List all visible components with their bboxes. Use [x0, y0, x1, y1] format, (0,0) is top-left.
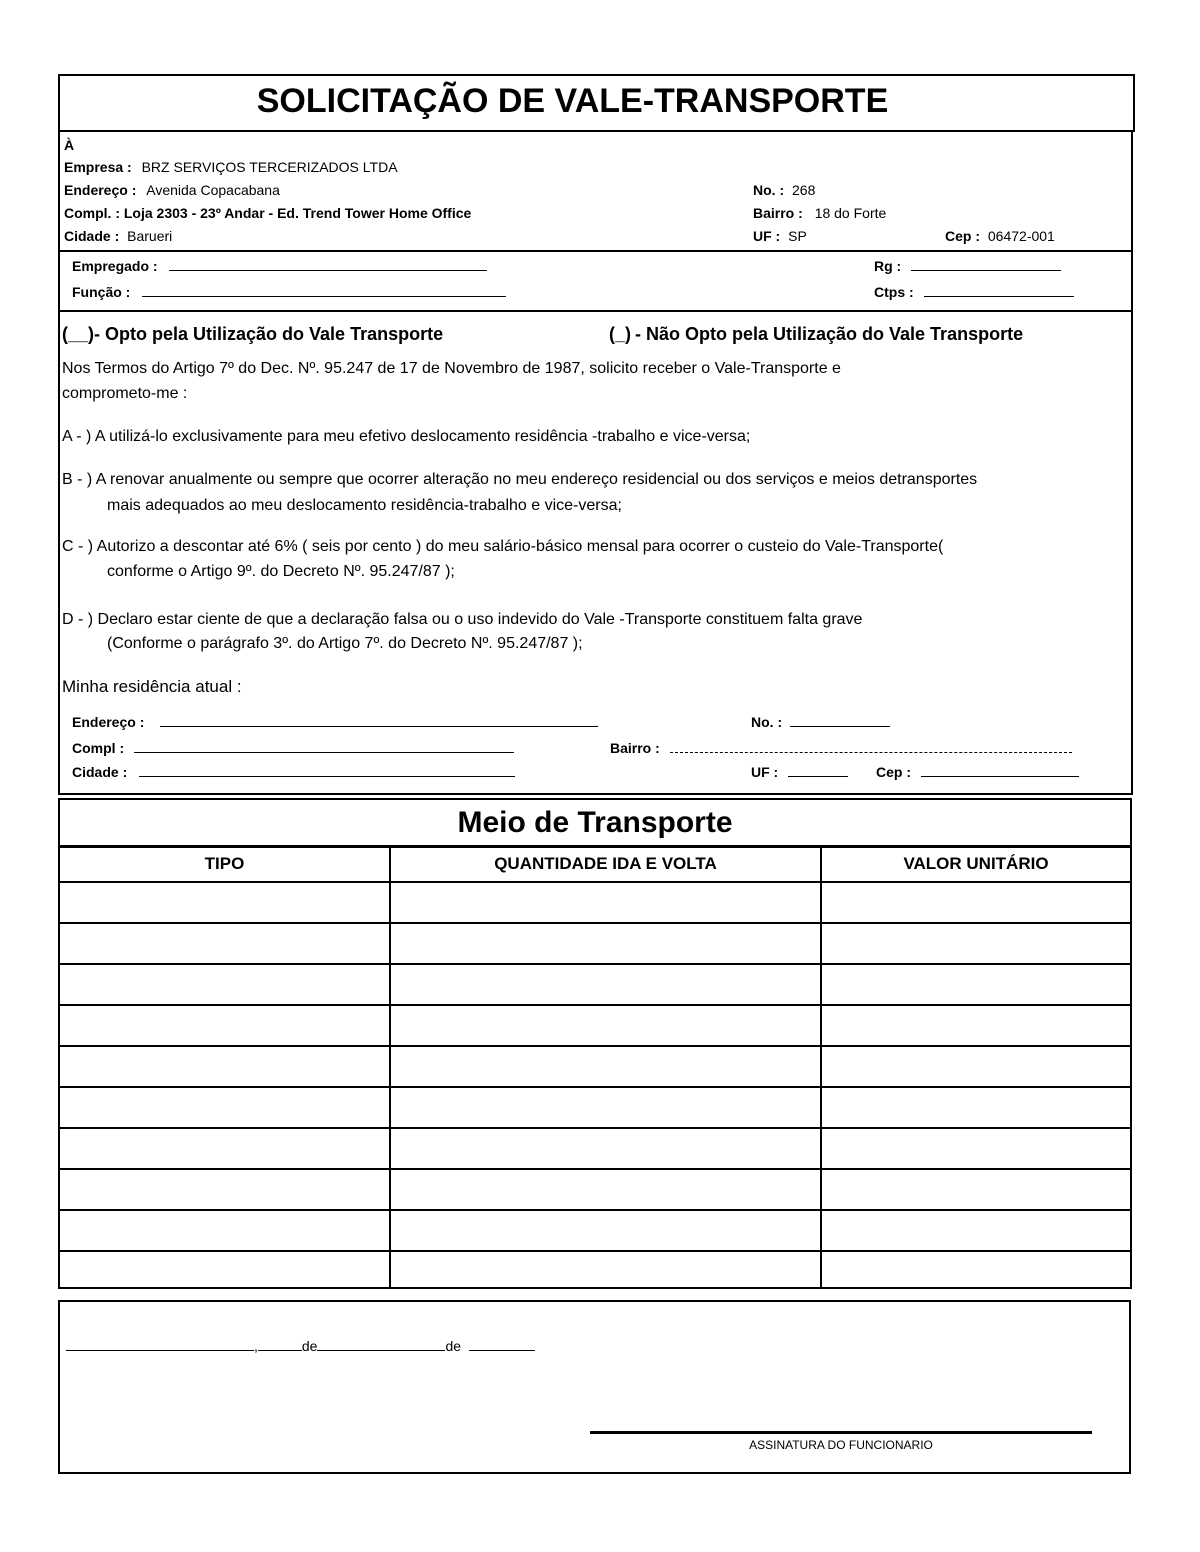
- residence-bairro-row: [610, 740, 1072, 756]
- tipo-cell[interactable]: [59, 1169, 390, 1210]
- tipo-cell[interactable]: [59, 1087, 390, 1128]
- tipo-cell[interactable]: [59, 1210, 390, 1251]
- empregado-input[interactable]: [169, 258, 487, 271]
- date-day-input[interactable]: [258, 1338, 302, 1351]
- quantidade-cell[interactable]: [390, 1169, 821, 1210]
- residence-cep-input[interactable]: [921, 764, 1079, 777]
- table-row: [59, 1005, 1131, 1046]
- empresa-label: Empresa :: [64, 159, 132, 175]
- tipo-cell[interactable]: [59, 1005, 390, 1046]
- funcao-input[interactable]: [142, 284, 506, 297]
- company-numero-label: No. :: [753, 182, 785, 198]
- residence-compl-input[interactable]: [134, 740, 514, 753]
- company-empresa: [64, 159, 398, 175]
- table-row: [59, 1046, 1131, 1087]
- quantidade-cell[interactable]: [390, 964, 821, 1005]
- residence-compl-label: Compl :: [72, 740, 125, 756]
- term-c-line-2: conforme o Artigo 9º. do Decreto Nº. 95.247/87 );: [107, 563, 455, 580]
- valor-cell[interactable]: [821, 1046, 1131, 1087]
- empregado-row: [72, 258, 487, 274]
- company-cidade-label: Cidade :: [64, 228, 120, 244]
- valor-cell[interactable]: [821, 1087, 1131, 1128]
- quantidade-cell[interactable]: [390, 1046, 821, 1087]
- valor-cell[interactable]: [821, 964, 1131, 1005]
- column-header-valor: VALOR UNITÁRIO: [821, 846, 1131, 882]
- terms-intro-line-2: comprometo-me :: [62, 385, 188, 402]
- table-row: [59, 923, 1131, 964]
- company-compl: Compl. : Loja 2303 - 23º Andar - Ed. Trend Tower Home Office: [64, 205, 472, 221]
- residence-cidade-row: [72, 764, 515, 780]
- company-cep-label: Cep :: [945, 228, 980, 244]
- residence-uf-input[interactable]: [788, 764, 848, 777]
- quantidade-cell[interactable]: [390, 882, 821, 923]
- company-uf: [753, 228, 807, 244]
- terms-intro-line-1: Nos Termos do Artigo 7º do Dec. Nº. 95.247 de 17 de Novembro de 1987, solicito receber o Vale-Transporte e: [62, 360, 841, 377]
- table-row: [59, 882, 1131, 923]
- term-b-line-1: B - ) A renovar anualmente ou sempre que ocorrer alteração no meu endereço residencial ou dos serviços e meios detransportes: [62, 471, 978, 488]
- date-de-2: de: [445, 1338, 462, 1354]
- residence-endereco-row: [72, 714, 598, 730]
- quantidade-cell[interactable]: [390, 1005, 821, 1046]
- quantidade-cell[interactable]: [390, 1251, 821, 1288]
- recipient-label: À: [64, 137, 75, 153]
- valor-cell[interactable]: [821, 1005, 1131, 1046]
- company-endereco-label: Endereço :: [64, 182, 137, 198]
- quantidade-cell[interactable]: [390, 1087, 821, 1128]
- company-uf-label: UF :: [753, 228, 781, 244]
- residence-cidade-input[interactable]: [139, 764, 515, 777]
- date-month-input[interactable]: [317, 1338, 445, 1351]
- term-a: A - ) A utilizá-lo exclusivamente para meu efetivo deslocamento residência -trabalho e vice-versa;: [62, 428, 751, 445]
- table-row: [59, 1251, 1131, 1288]
- ctps-input[interactable]: [924, 284, 1074, 297]
- tipo-cell[interactable]: [59, 923, 390, 964]
- residence-numero-input[interactable]: [790, 714, 890, 727]
- funcao-label: Função :: [72, 284, 131, 300]
- company-cidade: [64, 228, 172, 244]
- column-header-tipo: TIPO: [59, 846, 390, 882]
- company-endereco: [64, 182, 280, 198]
- residence-uf-label: UF :: [751, 764, 779, 780]
- signature-line[interactable]: [590, 1431, 1092, 1434]
- opt-out-text: - Não Opto pela Utilização do Vale Transporte: [635, 324, 1024, 344]
- valor-cell[interactable]: [821, 1169, 1131, 1210]
- opt-in-checkbox[interactable]: (__): [62, 324, 95, 344]
- term-b-line-2: mais adequados ao meu deslocamento residência-trabalho e vice-versa;: [107, 497, 622, 514]
- tipo-cell[interactable]: [59, 882, 390, 923]
- company-endereco-value: Avenida Copacabana: [146, 182, 280, 198]
- term-d-line-2: (Conforme o parágrafo 3º. do Artigo 7º. do Decreto Nº. 95.247/87 );: [107, 635, 583, 652]
- company-numero: [753, 182, 815, 198]
- residence-compl-row: [72, 740, 514, 756]
- signature-caption: ASSINATURA DO FUNCIONARIO: [749, 1438, 933, 1452]
- quantidade-cell[interactable]: [390, 923, 821, 964]
- residence-cep-row: [876, 764, 1079, 780]
- table-row: [59, 1128, 1131, 1169]
- column-header-quantidade: QUANTIDADE IDA E VOLTA: [390, 846, 821, 882]
- residence-numero-row: [751, 714, 890, 730]
- rg-label: Rg :: [874, 258, 902, 274]
- tipo-cell[interactable]: [59, 1128, 390, 1169]
- residence-bairro-label: Bairro :: [610, 740, 660, 756]
- table-row: [59, 1210, 1131, 1251]
- term-c-line-1: C - ) Autorizo a descontar até 6% ( seis por cento ) do meu salário-básico mensal para ocorrer o custeio do Vale-Transporte(: [62, 538, 944, 555]
- residence-cidade-label: Cidade :: [72, 764, 128, 780]
- funcao-row: [72, 284, 506, 300]
- company-bairro-label: Bairro :: [753, 205, 803, 221]
- residence-heading: Minha residência atual :: [62, 677, 242, 696]
- table-row: [59, 964, 1131, 1005]
- opt-out-checkbox[interactable]: (_): [609, 324, 631, 344]
- quantidade-cell[interactable]: [390, 1128, 821, 1169]
- form-title: SOLICITAÇÃO DE VALE-TRANSPORTE: [256, 82, 889, 120]
- empresa-value: BRZ SERVIÇOS TERCERIZADOS LTDA: [141, 159, 398, 175]
- term-d-line-1: D - ) Declaro estar ciente de que a declaração falsa ou o uso indevido do Vale -Transporte constituem falta grave: [62, 611, 863, 628]
- residence-bairro-input[interactable]: [670, 740, 1072, 753]
- residence-endereco-input[interactable]: [160, 714, 598, 727]
- opt-in-option: [62, 324, 443, 345]
- date-city-input[interactable]: [66, 1338, 254, 1351]
- company-cidade-value: Barueri: [127, 228, 173, 244]
- valor-cell[interactable]: [821, 1210, 1131, 1251]
- empregado-label: Empregado :: [72, 258, 158, 274]
- ctps-label: Ctps :: [874, 284, 914, 300]
- transport-table-header: [59, 846, 1131, 882]
- company-uf-value: SP: [788, 228, 807, 244]
- company-bairro-value: 18 do Forte: [814, 205, 887, 221]
- valor-cell[interactable]: [821, 882, 1131, 923]
- date-comma: ,: [254, 1338, 258, 1354]
- tipo-cell[interactable]: [59, 964, 390, 1005]
- company-cep: [945, 228, 1055, 244]
- valor-cell[interactable]: [821, 923, 1131, 964]
- company-cep-value: 06472-001: [987, 228, 1055, 244]
- quantidade-cell[interactable]: [390, 1210, 821, 1251]
- residence-endereco-label: Endereço :: [72, 714, 145, 730]
- residence-numero-label: No. :: [751, 714, 783, 730]
- rg-input[interactable]: [911, 258, 1061, 271]
- valor-cell[interactable]: [821, 1251, 1131, 1288]
- date-year-input[interactable]: [469, 1338, 535, 1351]
- ctps-row: [874, 284, 1074, 300]
- date-de-1: de: [301, 1338, 318, 1354]
- residence-uf-row: [751, 764, 848, 780]
- tipo-cell[interactable]: [59, 1251, 390, 1288]
- transport-table: [58, 845, 1132, 1289]
- valor-cell[interactable]: [821, 1128, 1131, 1169]
- rg-row: [874, 258, 1061, 274]
- residence-cep-label: Cep :: [876, 764, 911, 780]
- table-row: [59, 1169, 1131, 1210]
- tipo-cell[interactable]: [59, 1046, 390, 1087]
- date-line: [66, 1338, 535, 1354]
- company-numero-value: 268: [792, 182, 816, 198]
- transport-heading: Meio de Transporte: [457, 806, 733, 839]
- opt-out-option: [609, 324, 1023, 345]
- table-row: [59, 1087, 1131, 1128]
- company-bairro: [753, 205, 886, 221]
- opt-in-text: - Opto pela Utilização do Vale Transporte: [94, 324, 444, 344]
